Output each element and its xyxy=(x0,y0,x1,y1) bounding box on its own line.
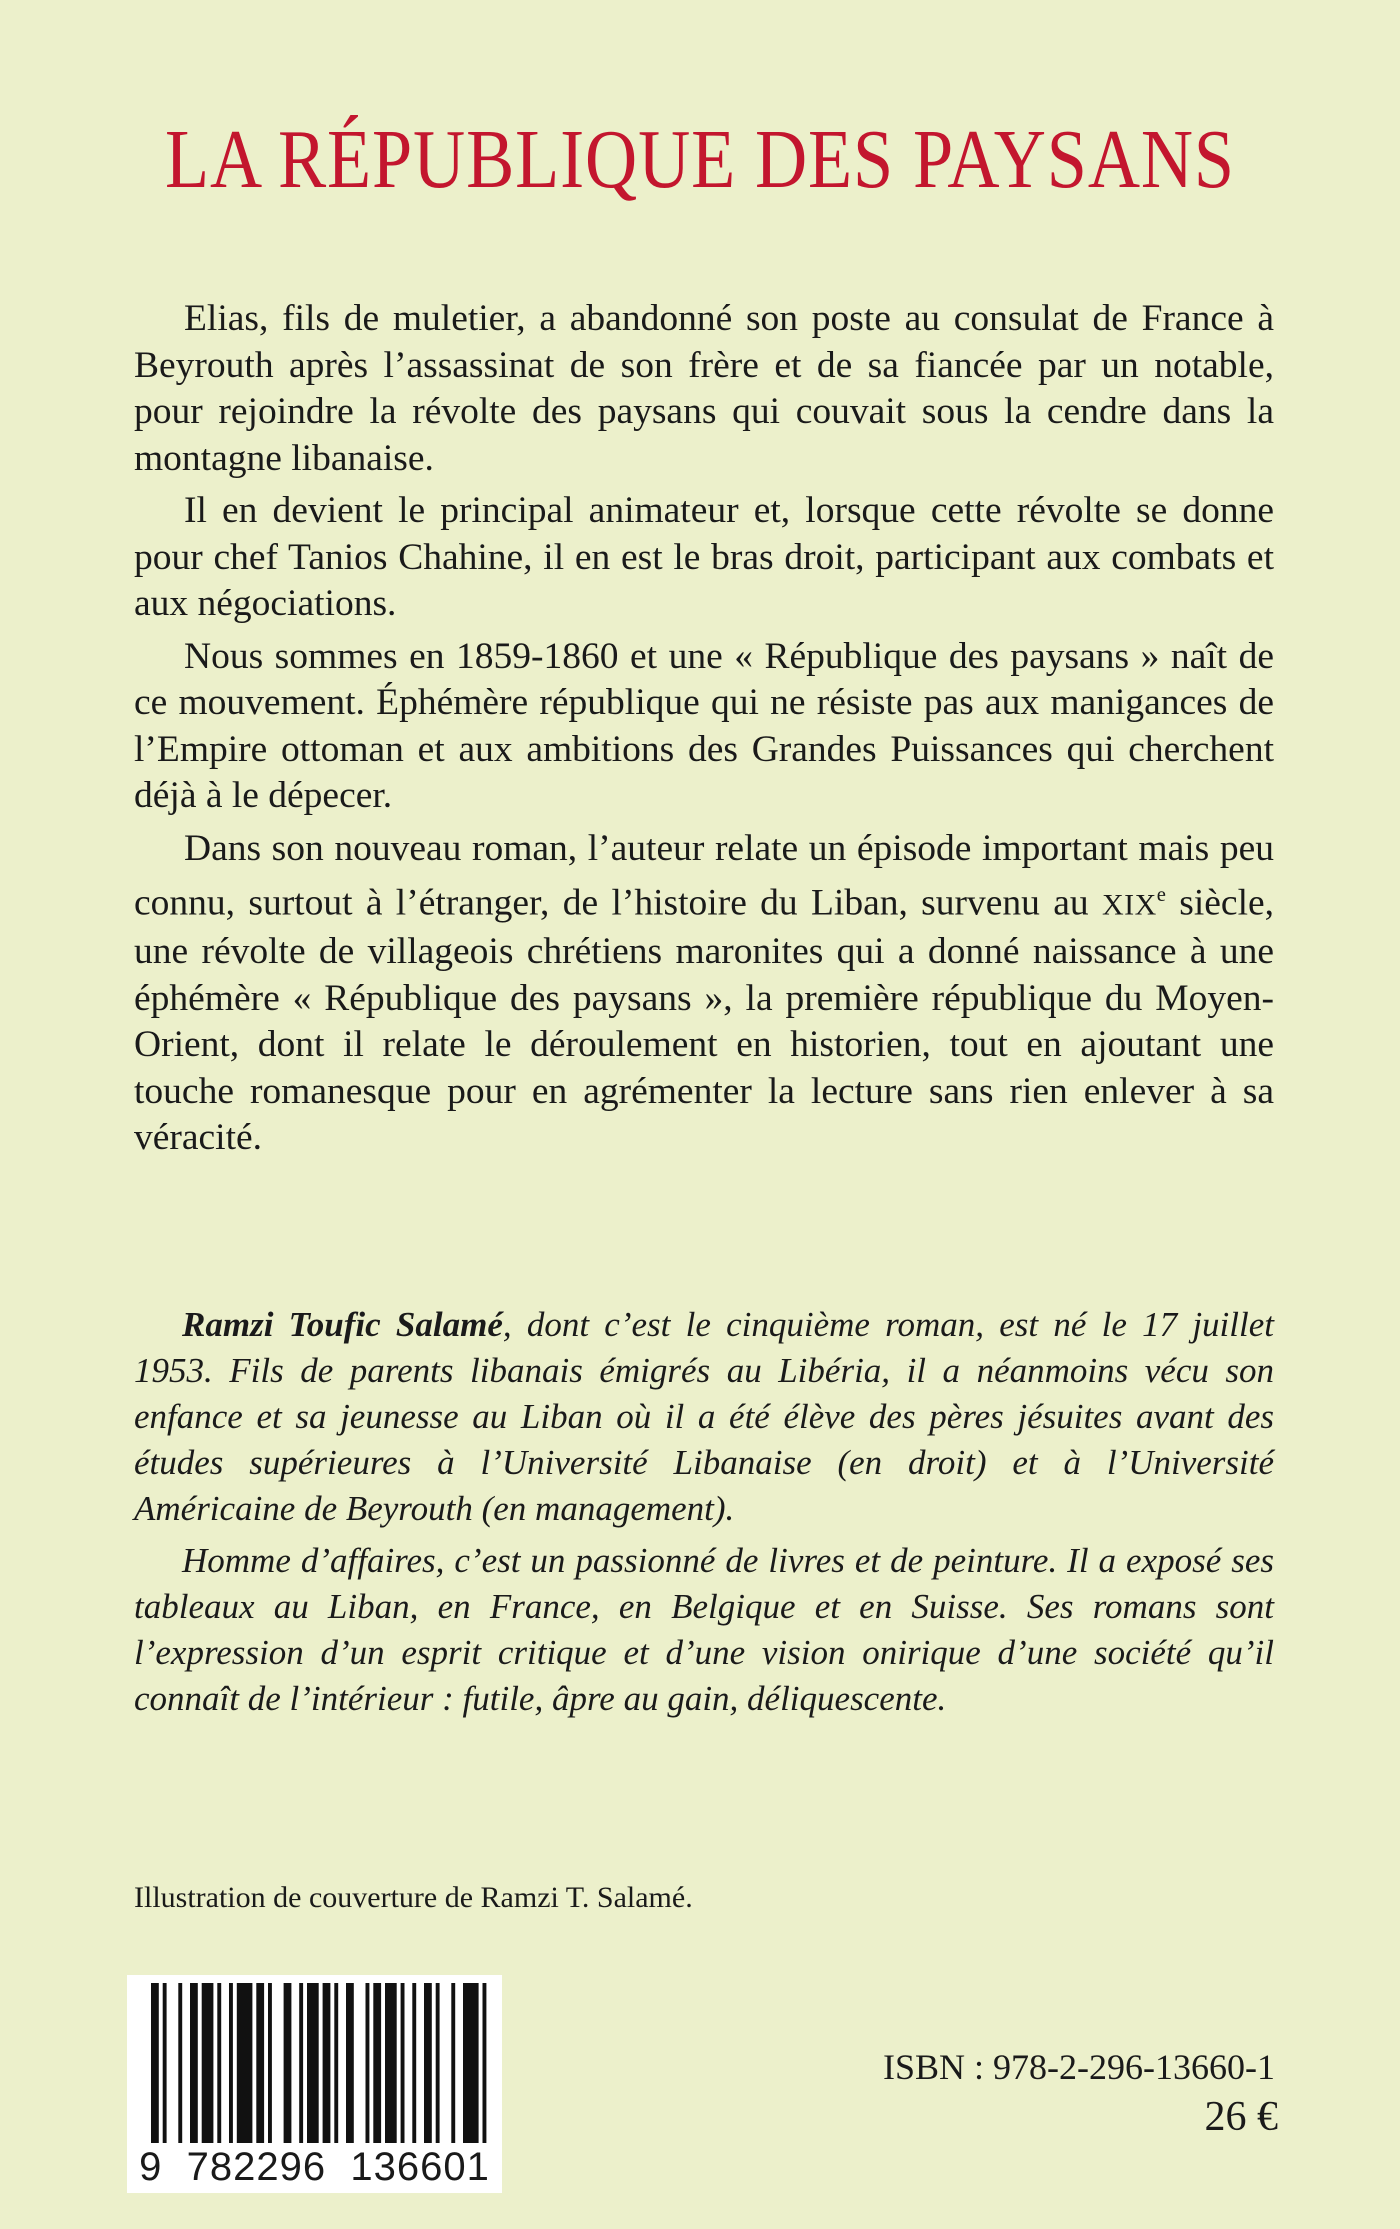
barcode xyxy=(127,1975,502,2193)
barcode-bar xyxy=(163,1983,167,2147)
barcode-bar xyxy=(217,1983,221,2143)
synopsis xyxy=(134,296,1274,1168)
synopsis-p4-end: siècle, une révolte de villageois chrétiens maronites qui a donné naissance à une éphémère « République des paysans », la première république du Moyen-Orient, dont il relate le déroulement en historien, tout en ajoutant une touche romanesque pour en agrémenter la lecture sans rien enlever à sa véracité. xyxy=(134,882,1275,1158)
barcode-bar xyxy=(178,1983,182,2143)
barcode-bar xyxy=(436,1983,440,2143)
barcode-digit-group-3: 136601 xyxy=(350,2144,490,2189)
synopsis-paragraph-2: Il en devient le principal animateur et, lorsque cette révolte se donne pour chef Tanios Chahine, il en est le bras droit, participant aux combats et aux négociations. xyxy=(134,490,1274,624)
bio-paragraph-1 xyxy=(134,1302,1274,1532)
book-title: LA RÉPUBLIQUE DES PAYSANS xyxy=(165,113,1235,206)
century-numeral: XIX xyxy=(1101,888,1157,922)
barcode-bar xyxy=(151,1983,159,2147)
barcode-bar xyxy=(284,1983,292,2143)
bio-paragraph-2: Homme d’affaires, c’est un passionné de livres et de peinture. Il a exposé ses tableaux au Liban, en France, en Belgique et en Suisse. Ses romans sont l’expression d’un esprit critique et d’une vision onirique d’une société qu’il connaît de l’intérieur : futile, âpre au gain, déliquescente. xyxy=(134,1541,1274,1718)
synopsis-paragraph-1: Elias, fils de muletier, a abandonné son poste au consulat de France à Beyrouth après l’assassinat de son frère et de sa fiancée par un notable, pour rejoindre la révolte des paysans qui couvait sous la cendre dans la montagne libanaise. xyxy=(134,298,1274,479)
barcode-bar xyxy=(463,1983,479,2143)
synopsis-paragraph-3: Nous sommes en 1859-1860 et une « République des paysans » naît de ce mouvement. Éphémère république qui ne résiste pas aux manigances de l’Empire ottoman et aux ambitions des Grandes Puissances qui cherchent déjà à le dépecer. xyxy=(134,635,1274,816)
barcode-bar xyxy=(401,1983,405,2143)
synopsis-p4-start: Dans son nouveau roman, l’auteur relate un épisode important mais peu connu, surtout à l’étranger, de l’histoire du Liban, survenu au xyxy=(134,827,1274,924)
barcode-bar xyxy=(268,1983,272,2143)
barcode-bar xyxy=(299,1983,303,2143)
barcode-bar xyxy=(366,1983,370,2143)
author-bio xyxy=(134,1302,1274,1728)
bio-p1-rest: , dont c’est le cinquième roman, est né le 17 juillet 1953. Fils de parents libanais émigrés au Libéria, il a néanmoins vécu son enfance et sa jeunesse au Liban où il a été élève des pères jésuites avant des études supérieures à l’Université Libanaise (en droit) et à l’Université Américaine de Beyrouth (en management). xyxy=(134,1305,1274,1528)
barcode-bar xyxy=(451,1983,455,2143)
synopsis-paragraph-4 xyxy=(134,826,1274,1162)
barcode-bar xyxy=(346,1983,354,2143)
barcode-digits xyxy=(127,2143,502,2191)
century-superscript: e xyxy=(1156,884,1166,906)
barcode-bar xyxy=(202,1983,214,2143)
isbn: ISBN : 978-2-296-13660-1 xyxy=(883,2047,1275,2087)
barcode-bar xyxy=(385,1983,397,2143)
barcode-bar xyxy=(334,1983,338,2143)
barcode-bar xyxy=(256,1983,264,2143)
barcode-bar xyxy=(190,1983,198,2143)
barcode-bar xyxy=(237,1983,253,2143)
barcode-bar xyxy=(412,1983,416,2143)
author-name: Ramzi Toufic Salamé xyxy=(182,1305,503,1344)
barcode-bar xyxy=(373,1983,381,2143)
barcode-bar xyxy=(307,1983,319,2143)
barcode-bar xyxy=(424,1983,432,2143)
barcode-digit-group-2: 782296 xyxy=(186,2144,327,2189)
illustration-credit: Illustration de couverture de Ramzi T. Salamé. xyxy=(134,1881,693,1914)
barcode-bar xyxy=(483,1983,487,2143)
barcode-bars xyxy=(127,1975,502,2147)
barcode-bar xyxy=(229,1983,233,2143)
barcode-digit-group-1: 9 xyxy=(139,2144,163,2189)
barcode-bar xyxy=(323,1983,331,2143)
price: 26 € xyxy=(1204,2094,1278,2140)
